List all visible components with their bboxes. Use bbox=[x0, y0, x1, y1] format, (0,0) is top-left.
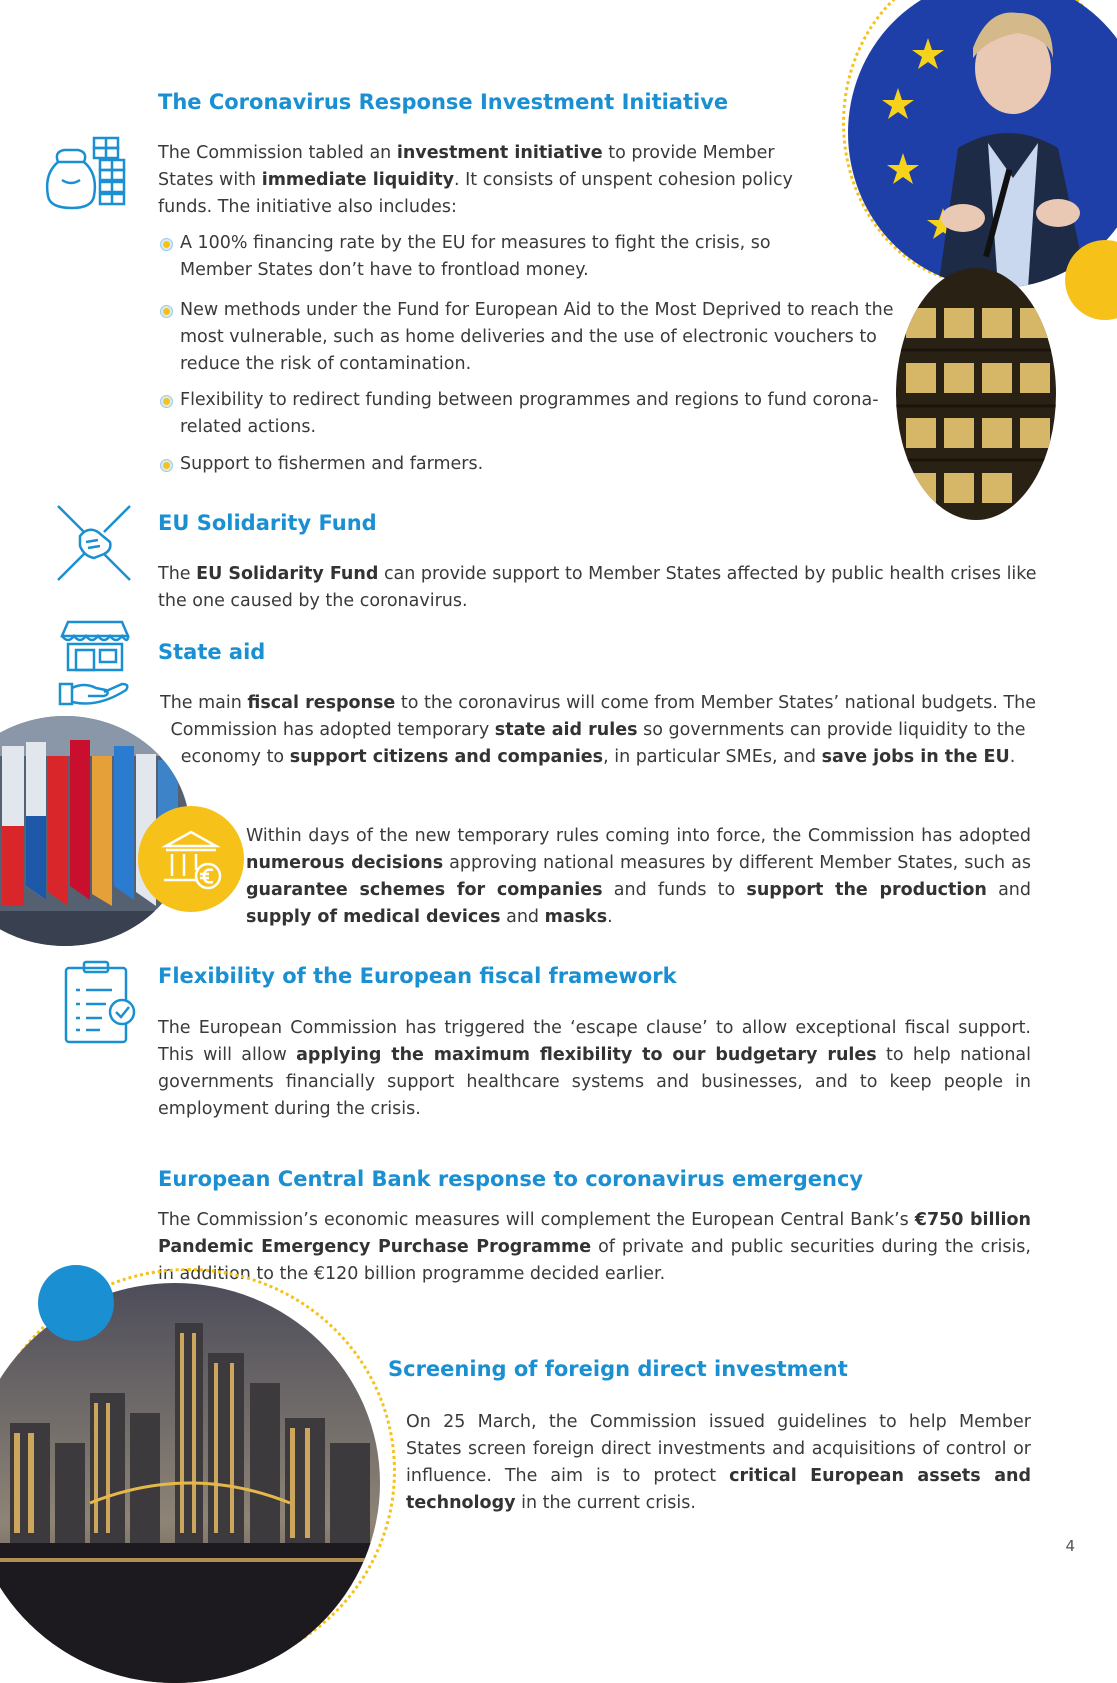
emphasis: guarantee schemes for companies bbox=[246, 880, 603, 900]
blue-accent-circle bbox=[38, 1265, 114, 1341]
building-photo bbox=[896, 268, 1056, 520]
crii-bullet: Flexibility to redirect funding between programmes and regions to fund corona-related actions. bbox=[158, 387, 880, 441]
solidarity-body: The EU Solidarity Fund can provide support to Member States affected by public health crises like the one caused by the coronavirus. bbox=[158, 564, 1037, 611]
state-aid-body-1: The main fiscal response to the coronavirus will come from Member States’ national budgets. The Commission has adopted temporary state aid rules so governments can provide liquidity to the economy to support citizens and companies, in particular SMEs, and save jobs in the EU. bbox=[160, 693, 1036, 767]
fdi-body: On 25 March, the Commission issued guidelines to help Member States screen foreign direct investments and acquisitions of control or influence. The aim is to protect critical European assets and technology in the current crisis. bbox=[406, 1412, 1031, 1513]
state-aid-body-2: Within days of the new temporary rules coming into force, the Commission has adopted numerous decisions approving national measures by different Member States, such as guarantee schemes for companies and funds to support the production and supply of medical devices and masks. bbox=[246, 826, 1031, 927]
emphasis: support citizens and companies bbox=[289, 747, 604, 767]
section-title-fdi: Screening of foreign direct investment bbox=[388, 1357, 848, 1381]
emphasis: state aid rules bbox=[494, 720, 638, 740]
ecb-body: The Commission’s economic measures will complement the European Central Bank’s €750 billion Pandemic Emergency Purchase Programme of private and public securities during the crisis, in addition to the €120 billion programme decided earlier. bbox=[158, 1210, 1031, 1284]
emphasis: immediate liquidity bbox=[261, 170, 454, 190]
emphasis: supply of medical devices bbox=[246, 907, 501, 927]
shop-in-hand-icon bbox=[58, 618, 132, 714]
emphasis: support the production bbox=[746, 880, 987, 900]
section-title-crii: The Coronavirus Response Investment Initiative bbox=[158, 90, 729, 114]
emphasis: masks bbox=[544, 907, 608, 927]
emphasis: critical European assets and technology bbox=[406, 1466, 1031, 1513]
checklist-clipboard-icon bbox=[62, 960, 138, 1050]
emphasis: applying the maximum flexibility to our budgetary rules bbox=[296, 1045, 877, 1065]
section-title-fiscal: Flexibility of the European fiscal framework bbox=[158, 964, 677, 988]
bank-euro-icon bbox=[138, 806, 244, 912]
section-title-state-aid: State aid bbox=[158, 640, 266, 664]
holding-hands-icon bbox=[54, 502, 134, 588]
crii-bullet: New methods under the Fund for European Aid to the Most Deprived to reach the most vulnerable, such as home deliveries and the use of electronic vouchers to reduce the risk of contamination. bbox=[158, 297, 910, 378]
bank-euro-badge bbox=[138, 806, 244, 912]
portrait-photo bbox=[848, 0, 1117, 288]
fiscal-body: The European Commission has triggered the ‘escape clause’ to allow exceptional fiscal support. This will allow applying the maximum flexibility to our budgetary rules to help national governments financially support healthcare systems and businesses, and to keep people in employment during the crisis. bbox=[158, 1018, 1031, 1119]
emphasis: EU Solidarity Fund bbox=[196, 564, 379, 584]
crii-intro: The Commission tabled an investment initiative to provide Member States with immediate liquidity. It consists of unspent cohesion policy funds. The initiative also includes: bbox=[158, 143, 793, 217]
section-title-ecb: European Central Bank response to coronavirus emergency bbox=[158, 1167, 864, 1191]
crii-bullet: A 100% financing rate by the EU for measures to fight the crisis, so Member States don’t have to frontload money. bbox=[158, 230, 840, 284]
emphasis: €750 billion Pandemic Emergency Purchase Programme bbox=[158, 1210, 1031, 1257]
emphasis: fiscal response bbox=[247, 693, 396, 713]
section-title-solidarity: EU Solidarity Fund bbox=[158, 511, 377, 535]
emphasis: save jobs in the EU bbox=[821, 747, 1010, 767]
page-number: 4 bbox=[1065, 1537, 1075, 1555]
money-bag-coins-icon bbox=[44, 130, 128, 216]
crii-bullet: Support to fishermen and farmers. bbox=[158, 451, 880, 478]
emphasis: investment initiative bbox=[396, 143, 603, 163]
emphasis: numerous decisions bbox=[246, 853, 444, 873]
